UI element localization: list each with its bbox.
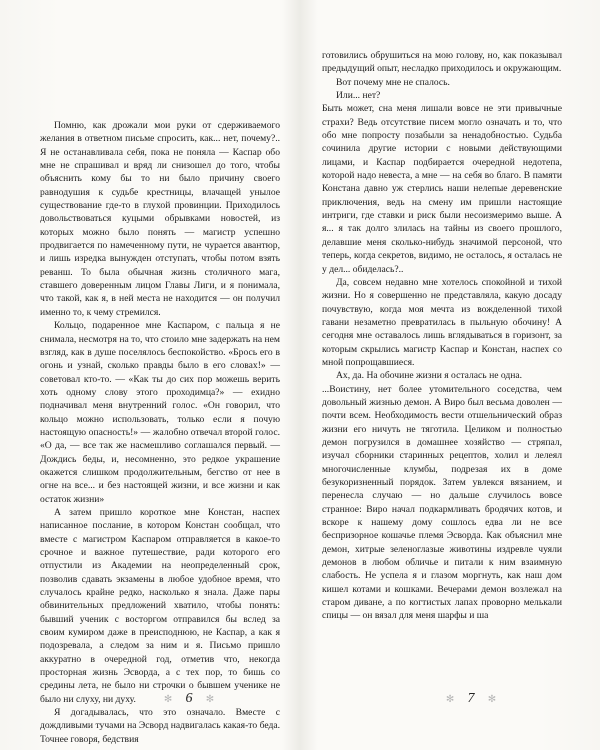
page-number-value: 7 <box>467 691 477 706</box>
paragraph: Я догадывалась, что это означало. Вместе с дождливыми тучами на Эсворд надвигалась какая-то беда. Точнее говоря, бедствия <box>40 707 280 745</box>
ornament-icon: ✻ <box>205 694 217 705</box>
paragraph: Ах, да. На обочине жизни я осталась не одна. <box>336 370 523 382</box>
paragraph: Да, совсем недавно мне хотелось спокойной и тихой жизни. Но я совершенно не представляла, какую досаду почувствую, когда моя мечта из вожделенной тихой гавани незаметно превратилась в пыльную обочину! А сегодня мне оставалось лишь вглядываться в горизонт, за которым скрылись магистр Каспар и Констан, наспех со мной попрощавшиеся. <box>322 276 562 368</box>
paragraph: Быть может, сна меня лишали вовсе не эти привычные страхи? Ведь отсутствие писем могло означать и то, что обо мне попросту позабыли за ненадобностью. Судьба сочинила другие истории с новыми действующими лицами, и Каспар подбирается очередной недотепа, которой надо невеста, а мне — на себя во благо. В памяти Констана давно уж стерлись наши нелепые деревенские приключения, ведь на смену им пришли настоящие интриги, где ставки и риск были несоизмеримо выше. А я... я так долго злилась на тайны из своего прошлого, делавшие меня сколько-нибудь значимой персоной, что теперь, когда секретов, видимо, не осталось, я осталась не у дел... обиделась?.. <box>322 103 562 275</box>
paragraph: готовились обрушиться на мою голову, но, как показывал предыдущий опыт, несладко приходилось и окружающим. <box>322 50 562 75</box>
ornament-icon: ✻ <box>487 694 499 705</box>
paragraph: Или... нет? <box>336 90 381 102</box>
left-page-text <box>40 119 280 746</box>
right-page <box>300 0 600 750</box>
paragraph: Помню, как дрожали мои руки от сдерживаемого желания в ответном письме спросить, как... нет, почему?.. Я не останавливала себя, пока не поняла — Каспар обо мне не спрашивал и вряд ли снизошел до того, чтобы объяснить кому бы то ни было причину своего равнодушия к судьбе крестницы, влачащей унылое существование где-то в глухой провинции. Приходилось довольствоваться куцыми обрывками новостей, из которых можно было понять — магистр успешно продвигается по намеченному пути, не чурается авантюр, и лишь изредка вынужден отступать, чтобы потом взять реванш. То была обычная жизнь столичного мага, ставшего доверенным лицом Главы Лиги, и я понимала, что такой, как я, в ней места не находится — он получил именно то, к чему стремился. <box>40 120 280 318</box>
paragraph: Вот почему мне не спалось. <box>336 76 450 88</box>
ornament-icon: ✻ <box>163 694 175 705</box>
paragraph: Кольцо, подаренное мне Каспаром, с пальца я не снимала, несмотря на то, что стоило мне задержать на нем взгляд, как в душе поселялось беспокойство. «Брось его в огонь и узнай, сколько правды было в его словах!» — советовал кто-то. — «Как ты до сих пор можешь верить хоть одному слову этого проходимца?» — ехидно подначивал меня внутренний голос. «Он говорил, что кольцо можно использовать, только если я почую настоящую опасность!» — жалобно отвечал второй голос. «О да, — все так же насмешливо соглашался первый. — Дождись беды, и, несомненно, это редкое украшение окажется слишком продолжительным, бегство от нее в огне на все... и без настоящей жизни, и все жизни и как остаток жизни» <box>40 320 280 505</box>
page-number-value: 6 <box>185 691 195 706</box>
paragraph: А затем пришло короткое мне Констан, наспех написанное послание, в котором Констан сообщал, что вместе с магистром Каспаром отправляется в какое-то срочное и важное путешествие, ради которого его отпустили из Академии на неопределенный срок, позволив сдавать экзамены в любое удобное время, что случалось крайне редко, насколько я знала. Даже пары обвинительных предложений хватило, чтобы понять: бывший ученик с восторгом отправился бы вслед за своим кумиром даже в преисподнюю, не Каспар, а как я подозревала, а следом за ним и я. Письмо пришло аккуратно в очередной год, отметив что, некогда просторная жизнь Эсворда, а с тех пор, то бишь со средины лета, не было ни строчки о бывшем ученике не было ни слуху, ни духу. <box>40 506 280 705</box>
page-number <box>322 690 600 707</box>
page-number <box>40 690 340 707</box>
paragraph: ...Воистину, нет более утомительного соседства, чем довольный жизнью демон. А Виро был весьма доволен — почти всем. Необходимость вести отшельнический образ жизни его ничуть не тяготила. Целиком и полностью демон погрузился в домашнее хозяйство — стряпал, изучал сборники старинных рецептов, холил и лелеял многочисленные клумбы, подрезая их в доме безукоризненный порядок. Затем увлекся вязанием, и перенесла случаю — но дальше случилось вовсе странное: Виро начал подкармливать бродячих котов, и вскоре к нашему дому сошлось едва ли не все беспризорное кошачье племя Эсворда. Как объяснил мне демон, хитрые зеленоглазые животины издревле чуяли демонов в любом обличье и питали к ним взаимную слабость. Не успела я и глазом моргнуть, как наш дом кишел котами и кошками. Вечерами демон возлежал на старом диване, а по когтистых лапах проворно мелькали спицы — он вязал для меня шарфы и ша <box>322 383 562 622</box>
right-page-text <box>322 49 562 623</box>
ornament-icon: ✻ <box>445 694 457 705</box>
